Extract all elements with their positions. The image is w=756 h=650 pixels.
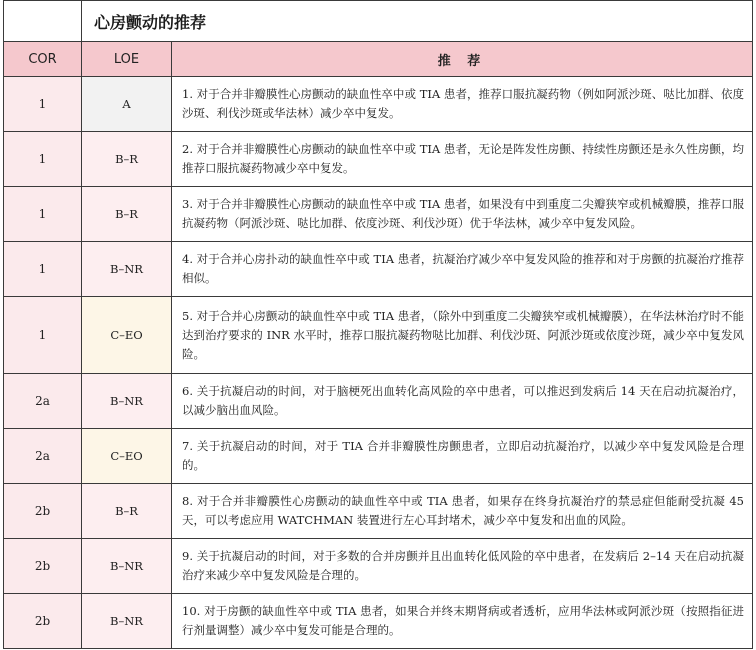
loe-cell: B–NR — [82, 374, 172, 429]
loe-cell: B–R — [82, 132, 172, 187]
recommendation-table — [3, 0, 753, 649]
cor-cell: 1 — [4, 297, 82, 374]
table-row — [4, 77, 753, 132]
loe-cell: C–EO — [82, 297, 172, 374]
loe-cell: A — [82, 77, 172, 132]
cor-cell: 2b — [4, 484, 82, 539]
recommendation-text: 4. 对于合并心房扑动的缺血性卒中或 TIA 患者，抗凝治疗减少卒中复发风险的推荐和对于房颤的抗凝治疗推荐相似。 — [172, 242, 753, 297]
loe-cell: C–EO — [82, 429, 172, 484]
recommendation-text: 1. 对于合并非瓣膜性心房颤动的缺血性卒中或 TIA 患者，推荐口服抗凝药物（例如阿派沙斑、哒比加群、依度沙斑、利伐沙斑或华法林）减少卒中复发。 — [172, 77, 753, 132]
loe-cell: B–R — [82, 187, 172, 242]
cor-cell: 2a — [4, 429, 82, 484]
table-row — [4, 429, 753, 484]
recommendation-text: 10. 对于房颤的缺血性卒中或 TIA 患者，如果合并终末期肾病或者透析，应用华法林或阿派沙斑（按照指征进行剂量调整）减少卒中复发可能是合理的。 — [172, 594, 753, 649]
title-spacer-cell — [4, 1, 82, 42]
loe-cell: B–NR — [82, 242, 172, 297]
cor-cell: 2a — [4, 374, 82, 429]
loe-cell: B–R — [82, 484, 172, 539]
table-row — [4, 539, 753, 594]
table-row — [4, 242, 753, 297]
cor-cell: 1 — [4, 132, 82, 187]
header-recommendation: 推 荐 — [172, 42, 753, 77]
cor-cell: 1 — [4, 242, 82, 297]
table-row — [4, 484, 753, 539]
table-title: 心房颤动的推荐 — [82, 1, 753, 42]
table-row — [4, 374, 753, 429]
recommendation-text: 9. 关于抗凝启动的时间，对于多数的合并房颤并且出血转化低风险的卒中患者，在发病后 2–14 天在启动抗凝治疗来减少卒中复发风险是合理的。 — [172, 539, 753, 594]
loe-cell: B–NR — [82, 539, 172, 594]
header-loe: LOE — [82, 42, 172, 77]
recommendation-text: 7. 关于抗凝启动的时间，对于 TIA 合并非瓣膜性房颤患者，立即启动抗凝治疗，以减少卒中复发风险是合理的。 — [172, 429, 753, 484]
recommendation-text: 3. 对于合并非瓣膜性心房颤动的缺血性卒中或 TIA 患者，如果没有中到重度二尖瓣狭窄或机械瓣膜，推荐口服抗凝药物（阿派沙斑、哒比加群、依度沙斑、利伐沙斑）优于华法林，减少卒中复发风险。 — [172, 187, 753, 242]
table-title-row — [4, 1, 753, 42]
recommendation-text: 8. 对于合并非瓣膜性心房颤动的缺血性卒中或 TIA 患者，如果存在终身抗凝治疗的禁忌症但能耐受抗凝 45 天，可以考虑应用 WATCHMAN 装置进行左心耳封堵术，减少卒中复发和出血的风险。 — [172, 484, 753, 539]
recommendation-text: 6. 关于抗凝启动的时间，对于脑梗死出血转化高风险的卒中患者，可以推迟到发病后 14 天在启动抗凝治疗，以减少脑出血风险。 — [172, 374, 753, 429]
table-row — [4, 297, 753, 374]
cor-cell: 1 — [4, 187, 82, 242]
table-row — [4, 187, 753, 242]
header-cor: COR — [4, 42, 82, 77]
table-header-row — [4, 42, 753, 77]
recommendation-text: 2. 对于合并非瓣膜性心房颤动的缺血性卒中或 TIA 患者，无论是阵发性房颤、持续性房颤还是永久性房颤，均推荐口服抗凝药物减少卒中复发。 — [172, 132, 753, 187]
table-row — [4, 132, 753, 187]
table-row — [4, 594, 753, 649]
cor-cell: 2b — [4, 539, 82, 594]
cor-cell: 1 — [4, 77, 82, 132]
loe-cell: B–NR — [82, 594, 172, 649]
recommendation-text: 5. 对于合并心房颤动的缺血性卒中或 TIA 患者，（除外中到重度二尖瓣狭窄或机械瓣膜），在华法林治疗时不能达到治疗要求的 INR 水平时，推荐口服抗凝药物哒比加群、利伐沙斑、阿派沙斑或依度沙斑，减少卒中复发风险。 — [172, 297, 753, 374]
cor-cell: 2b — [4, 594, 82, 649]
